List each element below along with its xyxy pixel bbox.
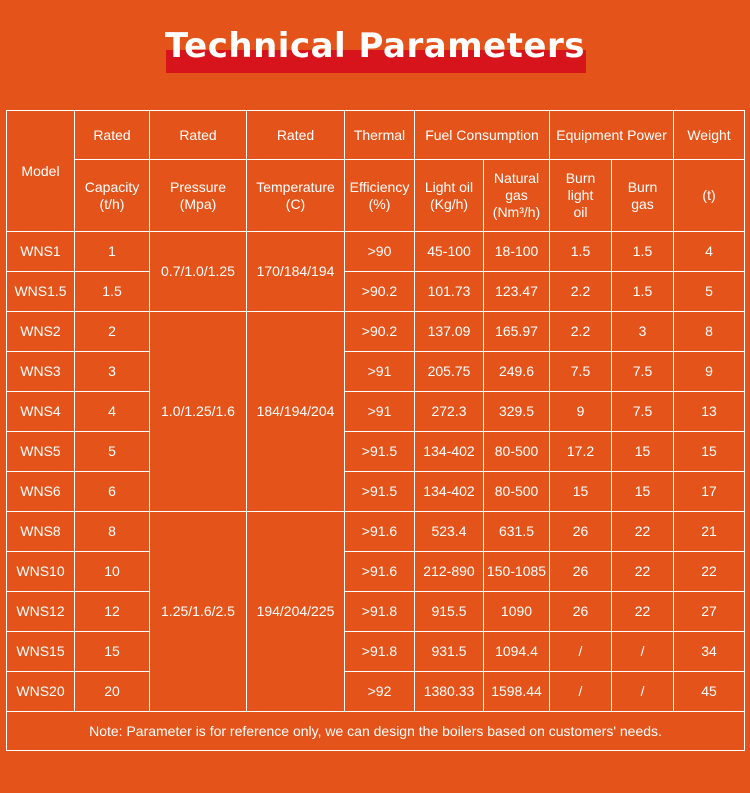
- table-row: [7, 392, 745, 432]
- cell-burn-gas: /: [612, 632, 674, 672]
- cell-natural-gas: 123.47: [484, 272, 550, 312]
- cell-burn-gas: 1.5: [612, 232, 674, 272]
- cell-natural-gas: 1090: [484, 592, 550, 632]
- header-equipment-power: Equipment Power: [550, 111, 674, 160]
- header-weight-sub: (t): [674, 160, 745, 232]
- cell-burn-light-oil: 17.2: [550, 432, 612, 472]
- cell-burn-light-oil: 1.5: [550, 232, 612, 272]
- cell-burn-gas: /: [612, 672, 674, 712]
- note-text: Note: Parameter is for reference only, we can design the boilers based on customers' needs.: [7, 712, 745, 751]
- cell-efficiency: >91.6: [345, 512, 415, 552]
- cell-efficiency: >91.8: [345, 592, 415, 632]
- cell-capacity: 1: [75, 232, 150, 272]
- header-row-2: [7, 160, 745, 232]
- cell-efficiency: >92: [345, 672, 415, 712]
- cell-burn-gas: 15: [612, 472, 674, 512]
- cell-pressure: 1.0/1.25/1.6: [150, 312, 247, 512]
- cell-efficiency: >91: [345, 392, 415, 432]
- header-burn-gas: Burn gas: [612, 160, 674, 232]
- cell-model: WNS1: [7, 232, 75, 272]
- cell-natural-gas: 80-500: [484, 432, 550, 472]
- cell-light-oil: 931.5: [415, 632, 484, 672]
- cell-burn-gas: 22: [612, 552, 674, 592]
- cell-model: WNS5: [7, 432, 75, 472]
- cell-capacity: 20: [75, 672, 150, 712]
- title-area: [0, 0, 750, 100]
- header-light-oil: Light oil (Kg/h): [415, 160, 484, 232]
- cell-natural-gas: 249.6: [484, 352, 550, 392]
- header-pressure-top: Rated: [150, 111, 247, 160]
- cell-natural-gas: 329.5: [484, 392, 550, 432]
- cell-burn-light-oil: 26: [550, 512, 612, 552]
- cell-natural-gas: 150-1085: [484, 552, 550, 592]
- cell-burn-light-oil: 15: [550, 472, 612, 512]
- header-capacity-top: Rated: [75, 111, 150, 160]
- header-row-1: [7, 111, 745, 160]
- table-row: [7, 472, 745, 512]
- cell-weight: 15: [674, 432, 745, 472]
- table-row: [7, 632, 745, 672]
- cell-light-oil: 205.75: [415, 352, 484, 392]
- cell-efficiency: >90: [345, 232, 415, 272]
- cell-burn-light-oil: 26: [550, 592, 612, 632]
- cell-burn-gas: 22: [612, 512, 674, 552]
- cell-capacity: 15: [75, 632, 150, 672]
- cell-efficiency: >90.2: [345, 272, 415, 312]
- table-row: [7, 592, 745, 632]
- cell-burn-light-oil: 9: [550, 392, 612, 432]
- cell-weight: 27: [674, 592, 745, 632]
- cell-burn-gas: 15: [612, 432, 674, 472]
- header-thermal-top: Thermal: [345, 111, 415, 160]
- cell-model: WNS2: [7, 312, 75, 352]
- cell-capacity: 6: [75, 472, 150, 512]
- cell-light-oil: 523.4: [415, 512, 484, 552]
- header-natural-gas: Natural gas (Nm³/h): [484, 160, 550, 232]
- cell-burn-light-oil: 7.5: [550, 352, 612, 392]
- cell-weight: 8: [674, 312, 745, 352]
- cell-capacity: 3: [75, 352, 150, 392]
- cell-capacity: 4: [75, 392, 150, 432]
- cell-capacity: 8: [75, 512, 150, 552]
- cell-model: WNS15: [7, 632, 75, 672]
- cell-weight: 22: [674, 552, 745, 592]
- cell-light-oil: 1380.33: [415, 672, 484, 712]
- cell-burn-gas: 1.5: [612, 272, 674, 312]
- cell-light-oil: 212-890: [415, 552, 484, 592]
- table-row: [7, 552, 745, 592]
- cell-efficiency: >90.2: [345, 312, 415, 352]
- cell-efficiency: >91.5: [345, 432, 415, 472]
- cell-burn-light-oil: 2.2: [550, 312, 612, 352]
- cell-burn-gas: 22: [612, 592, 674, 632]
- cell-capacity: 1.5: [75, 272, 150, 312]
- cell-efficiency: >91.8: [345, 632, 415, 672]
- cell-natural-gas: 18-100: [484, 232, 550, 272]
- cell-weight: 13: [674, 392, 745, 432]
- cell-light-oil: 915.5: [415, 592, 484, 632]
- cell-burn-gas: 7.5: [612, 352, 674, 392]
- table-row: [7, 352, 745, 392]
- cell-temperature: 170/184/194: [247, 232, 345, 312]
- header-temperature-sub: Temperature (C): [247, 160, 345, 232]
- cell-natural-gas: 1598.44: [484, 672, 550, 712]
- cell-weight: 45: [674, 672, 745, 712]
- header-pressure-sub: Pressure (Mpa): [150, 160, 247, 232]
- cell-weight: 9: [674, 352, 745, 392]
- cell-temperature: 184/194/204: [247, 312, 345, 512]
- cell-model: WNS4: [7, 392, 75, 432]
- header-burn-light-oil: Burn light oil: [550, 160, 612, 232]
- cell-model: WNS3: [7, 352, 75, 392]
- cell-weight: 34: [674, 632, 745, 672]
- table-row: [7, 272, 745, 312]
- cell-natural-gas: 631.5: [484, 512, 550, 552]
- cell-light-oil: 137.09: [415, 312, 484, 352]
- cell-natural-gas: 1094.4: [484, 632, 550, 672]
- table-row: [7, 512, 745, 552]
- table-row: [7, 672, 745, 712]
- cell-model: WNS6: [7, 472, 75, 512]
- table-row: [7, 232, 745, 272]
- cell-light-oil: 45-100: [415, 232, 484, 272]
- cell-model: WNS8: [7, 512, 75, 552]
- cell-temperature: 194/204/225: [247, 512, 345, 712]
- header-capacity-sub: Capacity (t/h): [75, 160, 150, 232]
- cell-burn-light-oil: /: [550, 632, 612, 672]
- cell-light-oil: 134-402: [415, 472, 484, 512]
- header-model: Model: [7, 111, 75, 232]
- table-row: [7, 312, 745, 352]
- cell-efficiency: >91.6: [345, 552, 415, 592]
- cell-weight: 5: [674, 272, 745, 312]
- header-fuel-consumption: Fuel Consumption: [415, 111, 550, 160]
- cell-model: WNS10: [7, 552, 75, 592]
- page-title: Technical Parameters: [164, 26, 585, 66]
- cell-weight: 17: [674, 472, 745, 512]
- cell-capacity: 12: [75, 592, 150, 632]
- header-weight-top: Weight: [674, 111, 745, 160]
- cell-pressure: 1.25/1.6/2.5: [150, 512, 247, 712]
- cell-model: WNS20: [7, 672, 75, 712]
- cell-natural-gas: 80-500: [484, 472, 550, 512]
- cell-burn-light-oil: 26: [550, 552, 612, 592]
- cell-burn-gas: 7.5: [612, 392, 674, 432]
- cell-model: WNS1.5: [7, 272, 75, 312]
- cell-burn-light-oil: /: [550, 672, 612, 712]
- cell-capacity: 2: [75, 312, 150, 352]
- cell-natural-gas: 165.97: [484, 312, 550, 352]
- note-row: [7, 712, 745, 751]
- cell-efficiency: >91.5: [345, 472, 415, 512]
- cell-capacity: 10: [75, 552, 150, 592]
- cell-light-oil: 101.73: [415, 272, 484, 312]
- header-efficiency-sub: Efficiency (%): [345, 160, 415, 232]
- cell-light-oil: 272.3: [415, 392, 484, 432]
- cell-burn-gas: 3: [612, 312, 674, 352]
- cell-model: WNS12: [7, 592, 75, 632]
- cell-weight: 4: [674, 232, 745, 272]
- cell-pressure: 0.7/1.0/1.25: [150, 232, 247, 312]
- technical-parameters-table: [6, 110, 745, 751]
- header-temperature-top: Rated: [247, 111, 345, 160]
- cell-efficiency: >91: [345, 352, 415, 392]
- cell-capacity: 5: [75, 432, 150, 472]
- cell-light-oil: 134-402: [415, 432, 484, 472]
- table-row: [7, 432, 745, 472]
- cell-weight: 21: [674, 512, 745, 552]
- cell-burn-light-oil: 2.2: [550, 272, 612, 312]
